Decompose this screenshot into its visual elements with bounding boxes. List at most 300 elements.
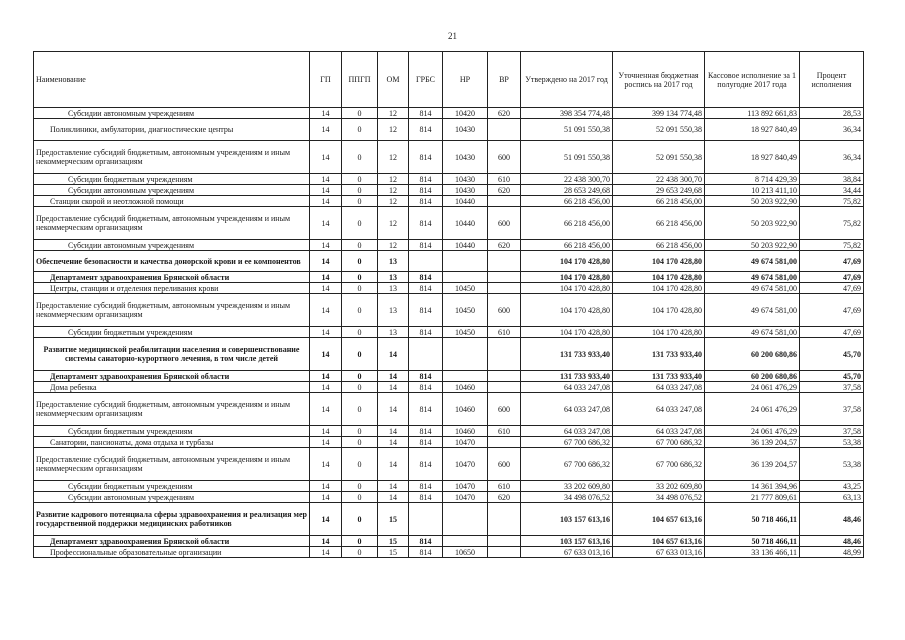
table-row <box>34 371 864 382</box>
cell-ppgp: 0 <box>342 492 378 503</box>
cell-refined: 64 033 247,08 <box>613 382 705 393</box>
cell-ppgp: 0 <box>342 536 378 547</box>
cell-gp: 14 <box>310 371 342 382</box>
column-header-ppgp: ППГП <box>342 52 378 108</box>
cell-approved: 104 170 428,80 <box>521 294 613 327</box>
cell-gp: 14 <box>310 108 342 119</box>
cell-gp: 14 <box>310 251 342 272</box>
cell-ppgp: 0 <box>342 240 378 251</box>
cell-name: Поликлиники, амбулатории, диагностические центры <box>34 119 310 141</box>
cell-om: 14 <box>378 371 409 382</box>
cell-approved: 33 202 609,80 <box>521 481 613 492</box>
cell-executed: 18 927 840,49 <box>705 119 800 141</box>
cell-executed: 50 203 922,90 <box>705 196 800 207</box>
cell-gp: 14 <box>310 492 342 503</box>
cell-gp: 14 <box>310 448 342 481</box>
cell-name: Субсидии автономным учреждениям <box>34 492 310 503</box>
cell-name: Субсидии автономным учреждениям <box>34 185 310 196</box>
cell-name: Предоставление субсидий бюджетным, автономным учреждениям и иным некоммерческим организациям <box>34 393 310 426</box>
cell-om: 14 <box>378 338 409 371</box>
cell-approved: 131 733 933,40 <box>521 371 613 382</box>
cell-approved: 34 498 076,52 <box>521 492 613 503</box>
cell-name: Предоставление субсидий бюджетным, автономным учреждениям и иным некоммерческим организациям <box>34 294 310 327</box>
table-row <box>34 327 864 338</box>
cell-om: 14 <box>378 492 409 503</box>
cell-refined: 52 091 550,38 <box>613 119 705 141</box>
cell-name: Предоставление субсидий бюджетным, автономным учреждениям и иным некоммерческим организациям <box>34 141 310 174</box>
cell-gp: 14 <box>310 327 342 338</box>
cell-nr: 10460 <box>443 426 488 437</box>
cell-grbs: 814 <box>409 426 443 437</box>
column-header-vr: ВР <box>488 52 521 108</box>
cell-nr: 10440 <box>443 207 488 240</box>
cell-executed: 33 136 466,11 <box>705 547 800 558</box>
cell-nr <box>443 503 488 536</box>
cell-executed: 21 777 809,61 <box>705 492 800 503</box>
cell-gp: 14 <box>310 283 342 294</box>
cell-refined: 22 438 300,70 <box>613 174 705 185</box>
cell-refined: 104 657 613,16 <box>613 503 705 536</box>
column-header-approved: Утверждено на 2017 год <box>521 52 613 108</box>
cell-nr <box>443 536 488 547</box>
cell-ppgp: 0 <box>342 426 378 437</box>
cell-vr: 600 <box>488 393 521 426</box>
cell-ppgp: 0 <box>342 547 378 558</box>
cell-grbs: 814 <box>409 283 443 294</box>
cell-name: Станции скорой и неотложной помощи <box>34 196 310 207</box>
cell-vr: 600 <box>488 294 521 327</box>
cell-nr: 10440 <box>443 196 488 207</box>
cell-name: Обеспечение безопасности и качества донорской крови и ее компонентов <box>34 251 310 272</box>
table-row <box>34 251 864 272</box>
cell-percent: 75,82 <box>800 240 864 251</box>
cell-nr <box>443 251 488 272</box>
budget-execution-table <box>33 51 864 558</box>
cell-om: 12 <box>378 141 409 174</box>
cell-om: 12 <box>378 119 409 141</box>
cell-gp: 14 <box>310 240 342 251</box>
cell-gp: 14 <box>310 272 342 283</box>
cell-approved: 64 033 247,08 <box>521 426 613 437</box>
cell-refined: 104 170 428,80 <box>613 251 705 272</box>
cell-vr: 610 <box>488 481 521 492</box>
cell-approved: 398 354 774,48 <box>521 108 613 119</box>
cell-percent: 53,38 <box>800 448 864 481</box>
cell-grbs: 814 <box>409 240 443 251</box>
cell-percent: 37,58 <box>800 426 864 437</box>
cell-refined: 104 170 428,80 <box>613 294 705 327</box>
cell-gp: 14 <box>310 185 342 196</box>
cell-ppgp: 0 <box>342 503 378 536</box>
cell-grbs: 814 <box>409 185 443 196</box>
cell-executed: 36 139 204,57 <box>705 448 800 481</box>
cell-ppgp: 0 <box>342 437 378 448</box>
cell-om: 12 <box>378 196 409 207</box>
cell-vr <box>488 536 521 547</box>
cell-grbs: 814 <box>409 272 443 283</box>
cell-grbs <box>409 338 443 371</box>
cell-ppgp: 0 <box>342 251 378 272</box>
cell-percent: 36,34 <box>800 141 864 174</box>
cell-executed: 24 061 476,29 <box>705 393 800 426</box>
column-header-grbs: ГРБС <box>409 52 443 108</box>
cell-om: 14 <box>378 393 409 426</box>
table-row <box>34 503 864 536</box>
cell-refined: 131 733 933,40 <box>613 371 705 382</box>
cell-ppgp: 0 <box>342 338 378 371</box>
table-row <box>34 382 864 393</box>
cell-approved: 22 438 300,70 <box>521 174 613 185</box>
cell-refined: 34 498 076,52 <box>613 492 705 503</box>
cell-grbs: 814 <box>409 492 443 503</box>
table-row <box>34 426 864 437</box>
cell-ppgp: 0 <box>342 371 378 382</box>
cell-approved: 66 218 456,00 <box>521 207 613 240</box>
cell-om: 13 <box>378 272 409 283</box>
cell-om: 12 <box>378 108 409 119</box>
cell-executed: 60 200 680,86 <box>705 338 800 371</box>
cell-grbs: 814 <box>409 371 443 382</box>
cell-approved: 67 700 686,32 <box>521 448 613 481</box>
cell-name: Субсидии бюджетным учреждениям <box>34 327 310 338</box>
cell-approved: 103 157 613,16 <box>521 503 613 536</box>
cell-ppgp: 0 <box>342 393 378 426</box>
table-row <box>34 174 864 185</box>
cell-vr <box>488 382 521 393</box>
cell-vr <box>488 119 521 141</box>
cell-executed: 50 718 466,11 <box>705 503 800 536</box>
cell-vr: 600 <box>488 141 521 174</box>
cell-ppgp: 0 <box>342 327 378 338</box>
cell-nr: 10440 <box>443 240 488 251</box>
cell-executed: 49 674 581,00 <box>705 294 800 327</box>
cell-grbs: 814 <box>409 481 443 492</box>
cell-vr: 600 <box>488 448 521 481</box>
cell-executed: 36 139 204,57 <box>705 437 800 448</box>
cell-om: 14 <box>378 481 409 492</box>
cell-gp: 14 <box>310 547 342 558</box>
cell-nr: 10460 <box>443 382 488 393</box>
cell-vr: 600 <box>488 207 521 240</box>
cell-percent: 53,38 <box>800 437 864 448</box>
cell-nr <box>443 338 488 371</box>
cell-refined: 399 134 774,48 <box>613 108 705 119</box>
cell-gp: 14 <box>310 437 342 448</box>
cell-vr <box>488 437 521 448</box>
cell-percent: 43,25 <box>800 481 864 492</box>
cell-om: 15 <box>378 547 409 558</box>
table-row <box>34 338 864 371</box>
cell-nr: 10470 <box>443 448 488 481</box>
cell-approved: 64 033 247,08 <box>521 382 613 393</box>
cell-gp: 14 <box>310 393 342 426</box>
cell-om: 14 <box>378 426 409 437</box>
cell-nr: 10650 <box>443 547 488 558</box>
cell-percent: 47,69 <box>800 294 864 327</box>
cell-percent: 48,99 <box>800 547 864 558</box>
cell-name: Департамент здравоохранения Брянской области <box>34 371 310 382</box>
cell-nr: 10470 <box>443 492 488 503</box>
cell-grbs: 814 <box>409 327 443 338</box>
cell-grbs: 814 <box>409 207 443 240</box>
cell-gp: 14 <box>310 503 342 536</box>
cell-percent: 45,70 <box>800 338 864 371</box>
cell-executed: 50 203 922,90 <box>705 207 800 240</box>
cell-gp: 14 <box>310 174 342 185</box>
cell-percent: 34,44 <box>800 185 864 196</box>
cell-om: 13 <box>378 251 409 272</box>
cell-percent: 75,82 <box>800 196 864 207</box>
cell-ppgp: 0 <box>342 294 378 327</box>
cell-name: Предоставление субсидий бюджетным, автономным учреждениям и иным некоммерческим организациям <box>34 207 310 240</box>
cell-name: Профессиональные образовательные организации <box>34 547 310 558</box>
cell-vr <box>488 547 521 558</box>
cell-nr <box>443 371 488 382</box>
cell-grbs: 814 <box>409 536 443 547</box>
cell-nr: 10470 <box>443 481 488 492</box>
cell-percent: 28,53 <box>800 108 864 119</box>
table-row <box>34 481 864 492</box>
cell-refined: 104 170 428,80 <box>613 327 705 338</box>
cell-percent: 38,84 <box>800 174 864 185</box>
cell-refined: 29 653 249,68 <box>613 185 705 196</box>
cell-grbs: 814 <box>409 141 443 174</box>
cell-executed: 10 213 411,10 <box>705 185 800 196</box>
cell-nr: 10430 <box>443 119 488 141</box>
cell-ppgp: 0 <box>342 185 378 196</box>
cell-refined: 64 033 247,08 <box>613 426 705 437</box>
cell-nr: 10450 <box>443 294 488 327</box>
cell-approved: 51 091 550,38 <box>521 141 613 174</box>
column-header-gp: ГП <box>310 52 342 108</box>
cell-approved: 66 218 456,00 <box>521 196 613 207</box>
cell-refined: 131 733 933,40 <box>613 338 705 371</box>
cell-name: Субсидии автономным учреждениям <box>34 108 310 119</box>
cell-grbs: 814 <box>409 119 443 141</box>
cell-om: 12 <box>378 185 409 196</box>
cell-ppgp: 0 <box>342 272 378 283</box>
cell-percent: 63,13 <box>800 492 864 503</box>
cell-name: Субсидии бюджетным учреждениям <box>34 174 310 185</box>
cell-approved: 66 218 456,00 <box>521 240 613 251</box>
cell-percent: 75,82 <box>800 207 864 240</box>
table-row <box>34 393 864 426</box>
cell-gp: 14 <box>310 382 342 393</box>
table-row <box>34 437 864 448</box>
cell-name: Департамент здравоохранения Брянской области <box>34 272 310 283</box>
cell-executed: 113 892 661,83 <box>705 108 800 119</box>
cell-percent: 48,46 <box>800 503 864 536</box>
column-header-om: ОМ <box>378 52 409 108</box>
cell-vr <box>488 338 521 371</box>
cell-nr: 10430 <box>443 141 488 174</box>
cell-executed: 24 061 476,29 <box>705 426 800 437</box>
cell-grbs: 814 <box>409 382 443 393</box>
cell-name: Департамент здравоохранения Брянской области <box>34 536 310 547</box>
cell-vr <box>488 503 521 536</box>
cell-om: 12 <box>378 174 409 185</box>
cell-name: Субсидии бюджетным учреждениям <box>34 426 310 437</box>
cell-name: Субсидии бюджетным учреждениям <box>34 481 310 492</box>
cell-vr: 620 <box>488 492 521 503</box>
cell-refined: 67 700 686,32 <box>613 437 705 448</box>
cell-om: 12 <box>378 207 409 240</box>
cell-gp: 14 <box>310 196 342 207</box>
cell-name: Дома ребенка <box>34 382 310 393</box>
cell-name: Предоставление субсидий бюджетным, автономным учреждениям и иным некоммерческим организациям <box>34 448 310 481</box>
cell-executed: 49 674 581,00 <box>705 251 800 272</box>
header-row <box>34 52 864 108</box>
cell-approved: 67 633 013,16 <box>521 547 613 558</box>
column-header-executed: Кассовое исполнение за 1 полугодие 2017 года <box>705 52 800 108</box>
cell-refined: 67 700 686,32 <box>613 448 705 481</box>
cell-refined: 66 218 456,00 <box>613 207 705 240</box>
column-header-name: Наименование <box>34 52 310 108</box>
cell-approved: 28 653 249,68 <box>521 185 613 196</box>
cell-om: 14 <box>378 382 409 393</box>
table-row <box>34 185 864 196</box>
table-row <box>34 272 864 283</box>
cell-gp: 14 <box>310 481 342 492</box>
cell-refined: 66 218 456,00 <box>613 240 705 251</box>
table-row <box>34 294 864 327</box>
cell-vr: 620 <box>488 240 521 251</box>
column-header-refined: Уточненная бюджетная роспись на 2017 год <box>613 52 705 108</box>
cell-ppgp: 0 <box>342 108 378 119</box>
cell-grbs <box>409 251 443 272</box>
cell-grbs: 814 <box>409 437 443 448</box>
cell-percent: 47,69 <box>800 283 864 294</box>
cell-executed: 14 361 394,96 <box>705 481 800 492</box>
cell-ppgp: 0 <box>342 196 378 207</box>
table-row <box>34 536 864 547</box>
cell-grbs: 814 <box>409 174 443 185</box>
cell-name: Субсидии автономным учреждениям <box>34 240 310 251</box>
cell-om: 12 <box>378 240 409 251</box>
cell-percent: 47,69 <box>800 251 864 272</box>
cell-om: 13 <box>378 327 409 338</box>
cell-percent: 36,34 <box>800 119 864 141</box>
cell-gp: 14 <box>310 207 342 240</box>
cell-grbs <box>409 503 443 536</box>
cell-grbs: 814 <box>409 108 443 119</box>
cell-grbs: 814 <box>409 393 443 426</box>
cell-percent: 48,46 <box>800 536 864 547</box>
cell-refined: 67 633 013,16 <box>613 547 705 558</box>
cell-om: 14 <box>378 437 409 448</box>
cell-vr <box>488 251 521 272</box>
cell-ppgp: 0 <box>342 119 378 141</box>
cell-percent: 47,69 <box>800 327 864 338</box>
cell-om: 13 <box>378 283 409 294</box>
cell-approved: 104 170 428,80 <box>521 272 613 283</box>
page-number: 21 <box>448 31 457 41</box>
cell-ppgp: 0 <box>342 382 378 393</box>
column-header-percent: Процент исполнения <box>800 52 864 108</box>
cell-vr <box>488 196 521 207</box>
table-row <box>34 283 864 294</box>
cell-approved: 103 157 613,16 <box>521 536 613 547</box>
cell-percent: 45,70 <box>800 371 864 382</box>
cell-name: Развитие медицинской реабилитации населения и совершенствование системы санаторно-курортного лечения, в том числе детей <box>34 338 310 371</box>
table-row <box>34 240 864 251</box>
cell-om: 13 <box>378 294 409 327</box>
cell-approved: 104 170 428,80 <box>521 327 613 338</box>
cell-refined: 104 170 428,80 <box>613 283 705 294</box>
cell-refined: 52 091 550,38 <box>613 141 705 174</box>
cell-name: Центры, станции и отделения переливания крови <box>34 283 310 294</box>
cell-nr: 10470 <box>443 437 488 448</box>
cell-executed: 60 200 680,86 <box>705 371 800 382</box>
cell-ppgp: 0 <box>342 207 378 240</box>
cell-approved: 67 700 686,32 <box>521 437 613 448</box>
table-row <box>34 492 864 503</box>
cell-refined: 104 657 613,16 <box>613 536 705 547</box>
cell-nr: 10430 <box>443 185 488 196</box>
cell-executed: 24 061 476,29 <box>705 382 800 393</box>
cell-vr: 610 <box>488 327 521 338</box>
cell-ppgp: 0 <box>342 481 378 492</box>
cell-vr <box>488 371 521 382</box>
cell-executed: 18 927 840,49 <box>705 141 800 174</box>
cell-nr: 10430 <box>443 174 488 185</box>
cell-nr: 10450 <box>443 327 488 338</box>
cell-name: Санатории, пансионаты, дома отдыха и турбазы <box>34 437 310 448</box>
cell-grbs: 814 <box>409 448 443 481</box>
cell-nr: 10460 <box>443 393 488 426</box>
cell-om: 15 <box>378 503 409 536</box>
cell-om: 15 <box>378 536 409 547</box>
cell-grbs: 814 <box>409 547 443 558</box>
cell-percent: 37,58 <box>800 393 864 426</box>
table-row <box>34 119 864 141</box>
cell-refined: 33 202 609,80 <box>613 481 705 492</box>
cell-gp: 14 <box>310 426 342 437</box>
cell-executed: 49 674 581,00 <box>705 272 800 283</box>
cell-approved: 64 033 247,08 <box>521 393 613 426</box>
cell-refined: 66 218 456,00 <box>613 196 705 207</box>
cell-approved: 51 091 550,38 <box>521 119 613 141</box>
cell-vr: 610 <box>488 174 521 185</box>
cell-gp: 14 <box>310 141 342 174</box>
cell-nr <box>443 272 488 283</box>
cell-vr <box>488 272 521 283</box>
cell-nr: 10450 <box>443 283 488 294</box>
cell-executed: 50 203 922,90 <box>705 240 800 251</box>
table-row <box>34 196 864 207</box>
cell-vr: 620 <box>488 185 521 196</box>
cell-gp: 14 <box>310 119 342 141</box>
cell-gp: 14 <box>310 294 342 327</box>
table-row <box>34 448 864 481</box>
cell-approved: 131 733 933,40 <box>521 338 613 371</box>
cell-executed: 50 718 466,11 <box>705 536 800 547</box>
cell-om: 14 <box>378 448 409 481</box>
cell-ppgp: 0 <box>342 283 378 294</box>
cell-percent: 37,58 <box>800 382 864 393</box>
cell-executed: 8 714 429,39 <box>705 174 800 185</box>
cell-gp: 14 <box>310 536 342 547</box>
table-row <box>34 108 864 119</box>
cell-grbs: 814 <box>409 196 443 207</box>
cell-vr: 610 <box>488 426 521 437</box>
cell-ppgp: 0 <box>342 174 378 185</box>
cell-ppgp: 0 <box>342 448 378 481</box>
cell-executed: 49 674 581,00 <box>705 327 800 338</box>
table-row <box>34 547 864 558</box>
cell-executed: 49 674 581,00 <box>705 283 800 294</box>
cell-percent: 47,69 <box>800 272 864 283</box>
